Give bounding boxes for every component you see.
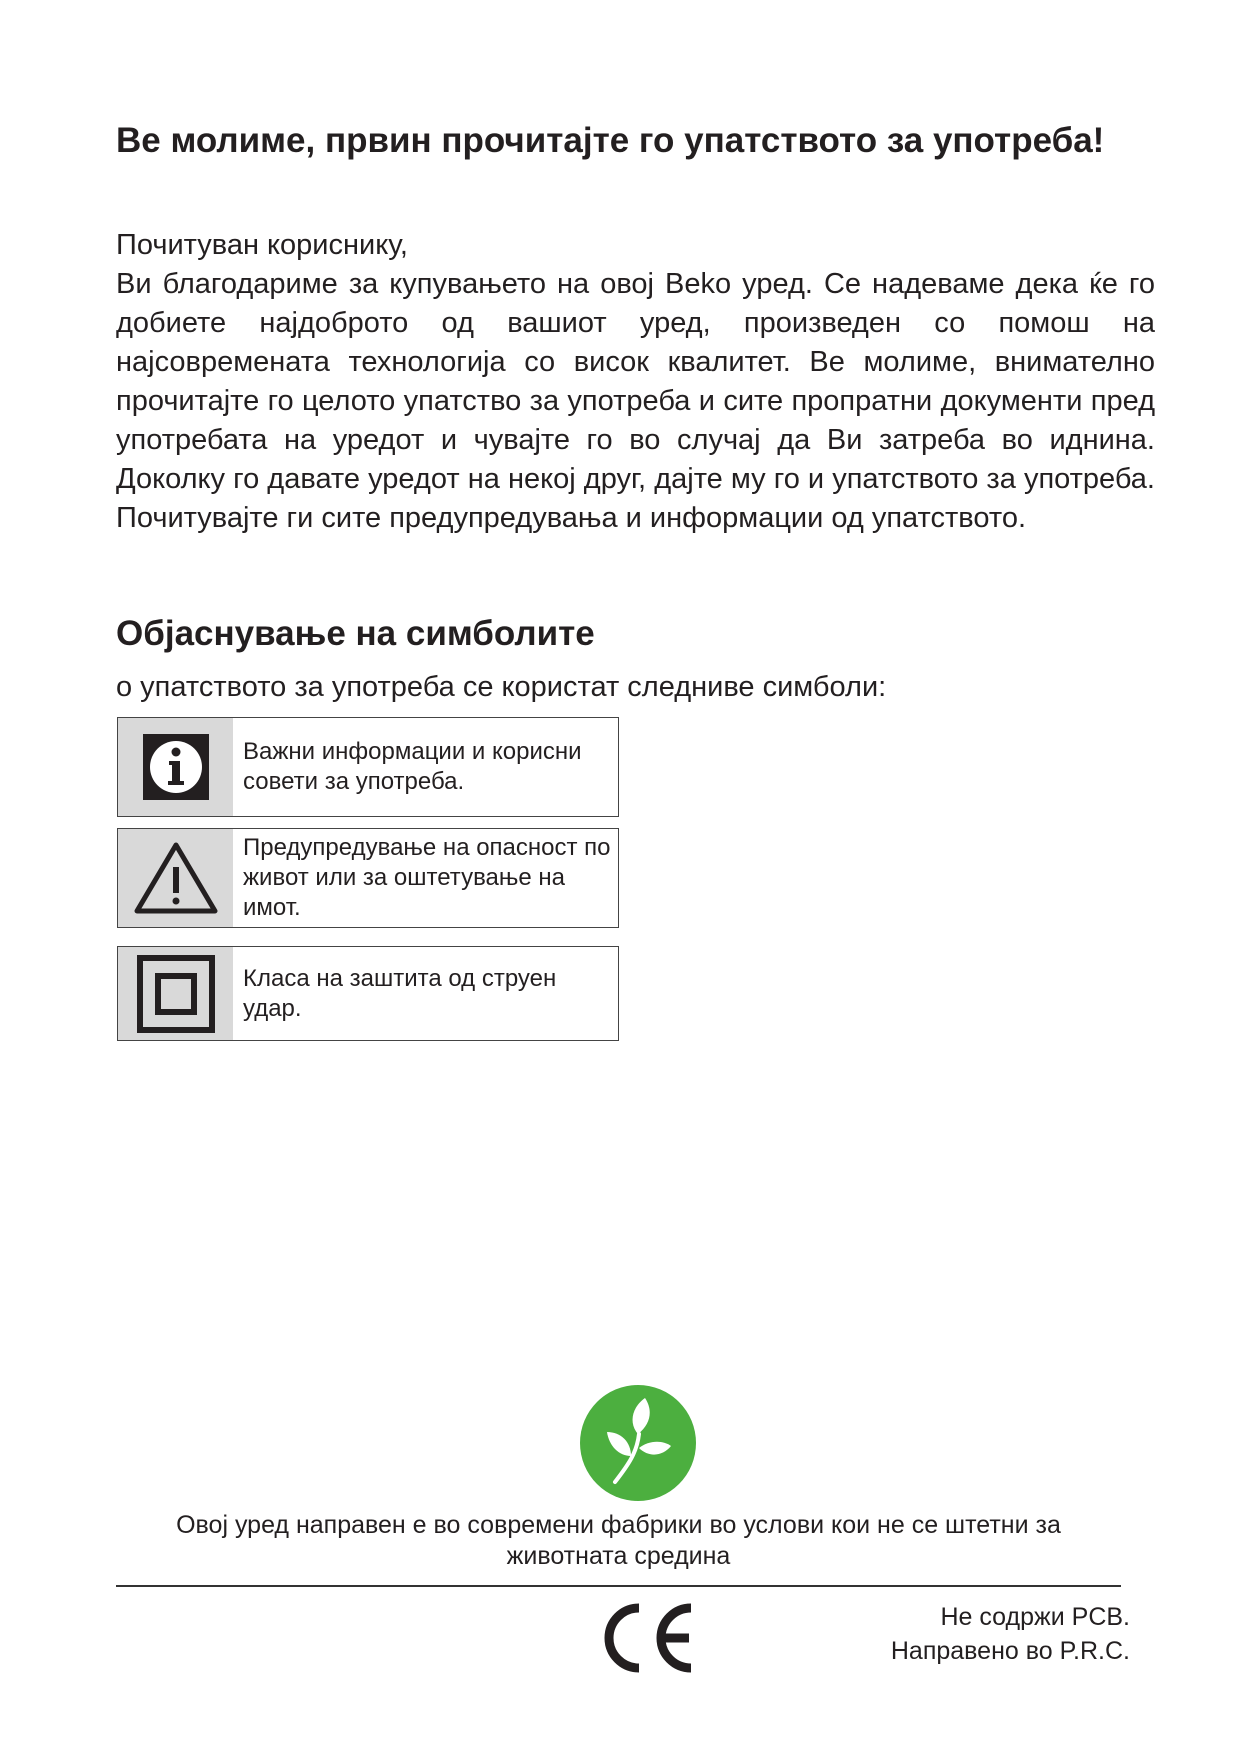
info-icon [141, 732, 211, 802]
symbol-icon-cell [118, 947, 233, 1040]
ce-mark-icon [595, 1600, 699, 1676]
symbol-class-box [117, 946, 619, 1041]
symbol-description: Важни информации и корисни совети за употреба. [243, 738, 582, 795]
symbol-description: Класа на заштита од струен удар. [243, 964, 557, 1022]
divider [116, 1585, 1121, 1587]
double-square-icon [136, 954, 216, 1034]
pcb-note: Не содржи PCB. [940, 1603, 1130, 1631]
greeting: Почитуван кориснику, [116, 229, 408, 261]
symbols-heading: Објаснување на симболите [116, 614, 595, 653]
page-title: Ве молиме, првин прочитајте го упатството за употреба! [116, 121, 1105, 160]
environment-statement: Овој уред направен е во современи фабрики во услови кои не се штетни за животната средина [176, 1511, 1061, 1570]
symbol-info-box [117, 717, 619, 817]
symbols-intro: о упатството за употреба се користат следниве симболи: [116, 671, 887, 703]
warning-icon [133, 840, 219, 916]
leaf-eco-icon [579, 1384, 697, 1502]
footer-info [891, 1600, 1130, 1668]
origin-note: Направено во P.R.C. [890, 1637, 1130, 1665]
symbol-warning-box [117, 828, 619, 928]
symbol-icon-cell [118, 829, 233, 927]
symbol-description: Предупредување на опасност по живот или за оштетување на имот. [243, 834, 611, 921]
symbol-icon-cell [118, 718, 233, 816]
intro-paragraph: Ви благодариме за купувањето на овој Beko уред. Се надеваме дека ќе го добиете најдоброто од вашиот уред, произведен со помош на најсовремената технологија со висок квалитет. Ве молиме, внимателно прочитајте го целото упатство за употреба и сите пропратни документи пред употребата на уредот и чувајте го во случај да Ви затреба во иднина. Доколку го давате уредот на некој друг, дајте му го и упатството за употреба. Почитувајте ги сите предупредувања и информации од упатството. [116, 268, 1155, 534]
